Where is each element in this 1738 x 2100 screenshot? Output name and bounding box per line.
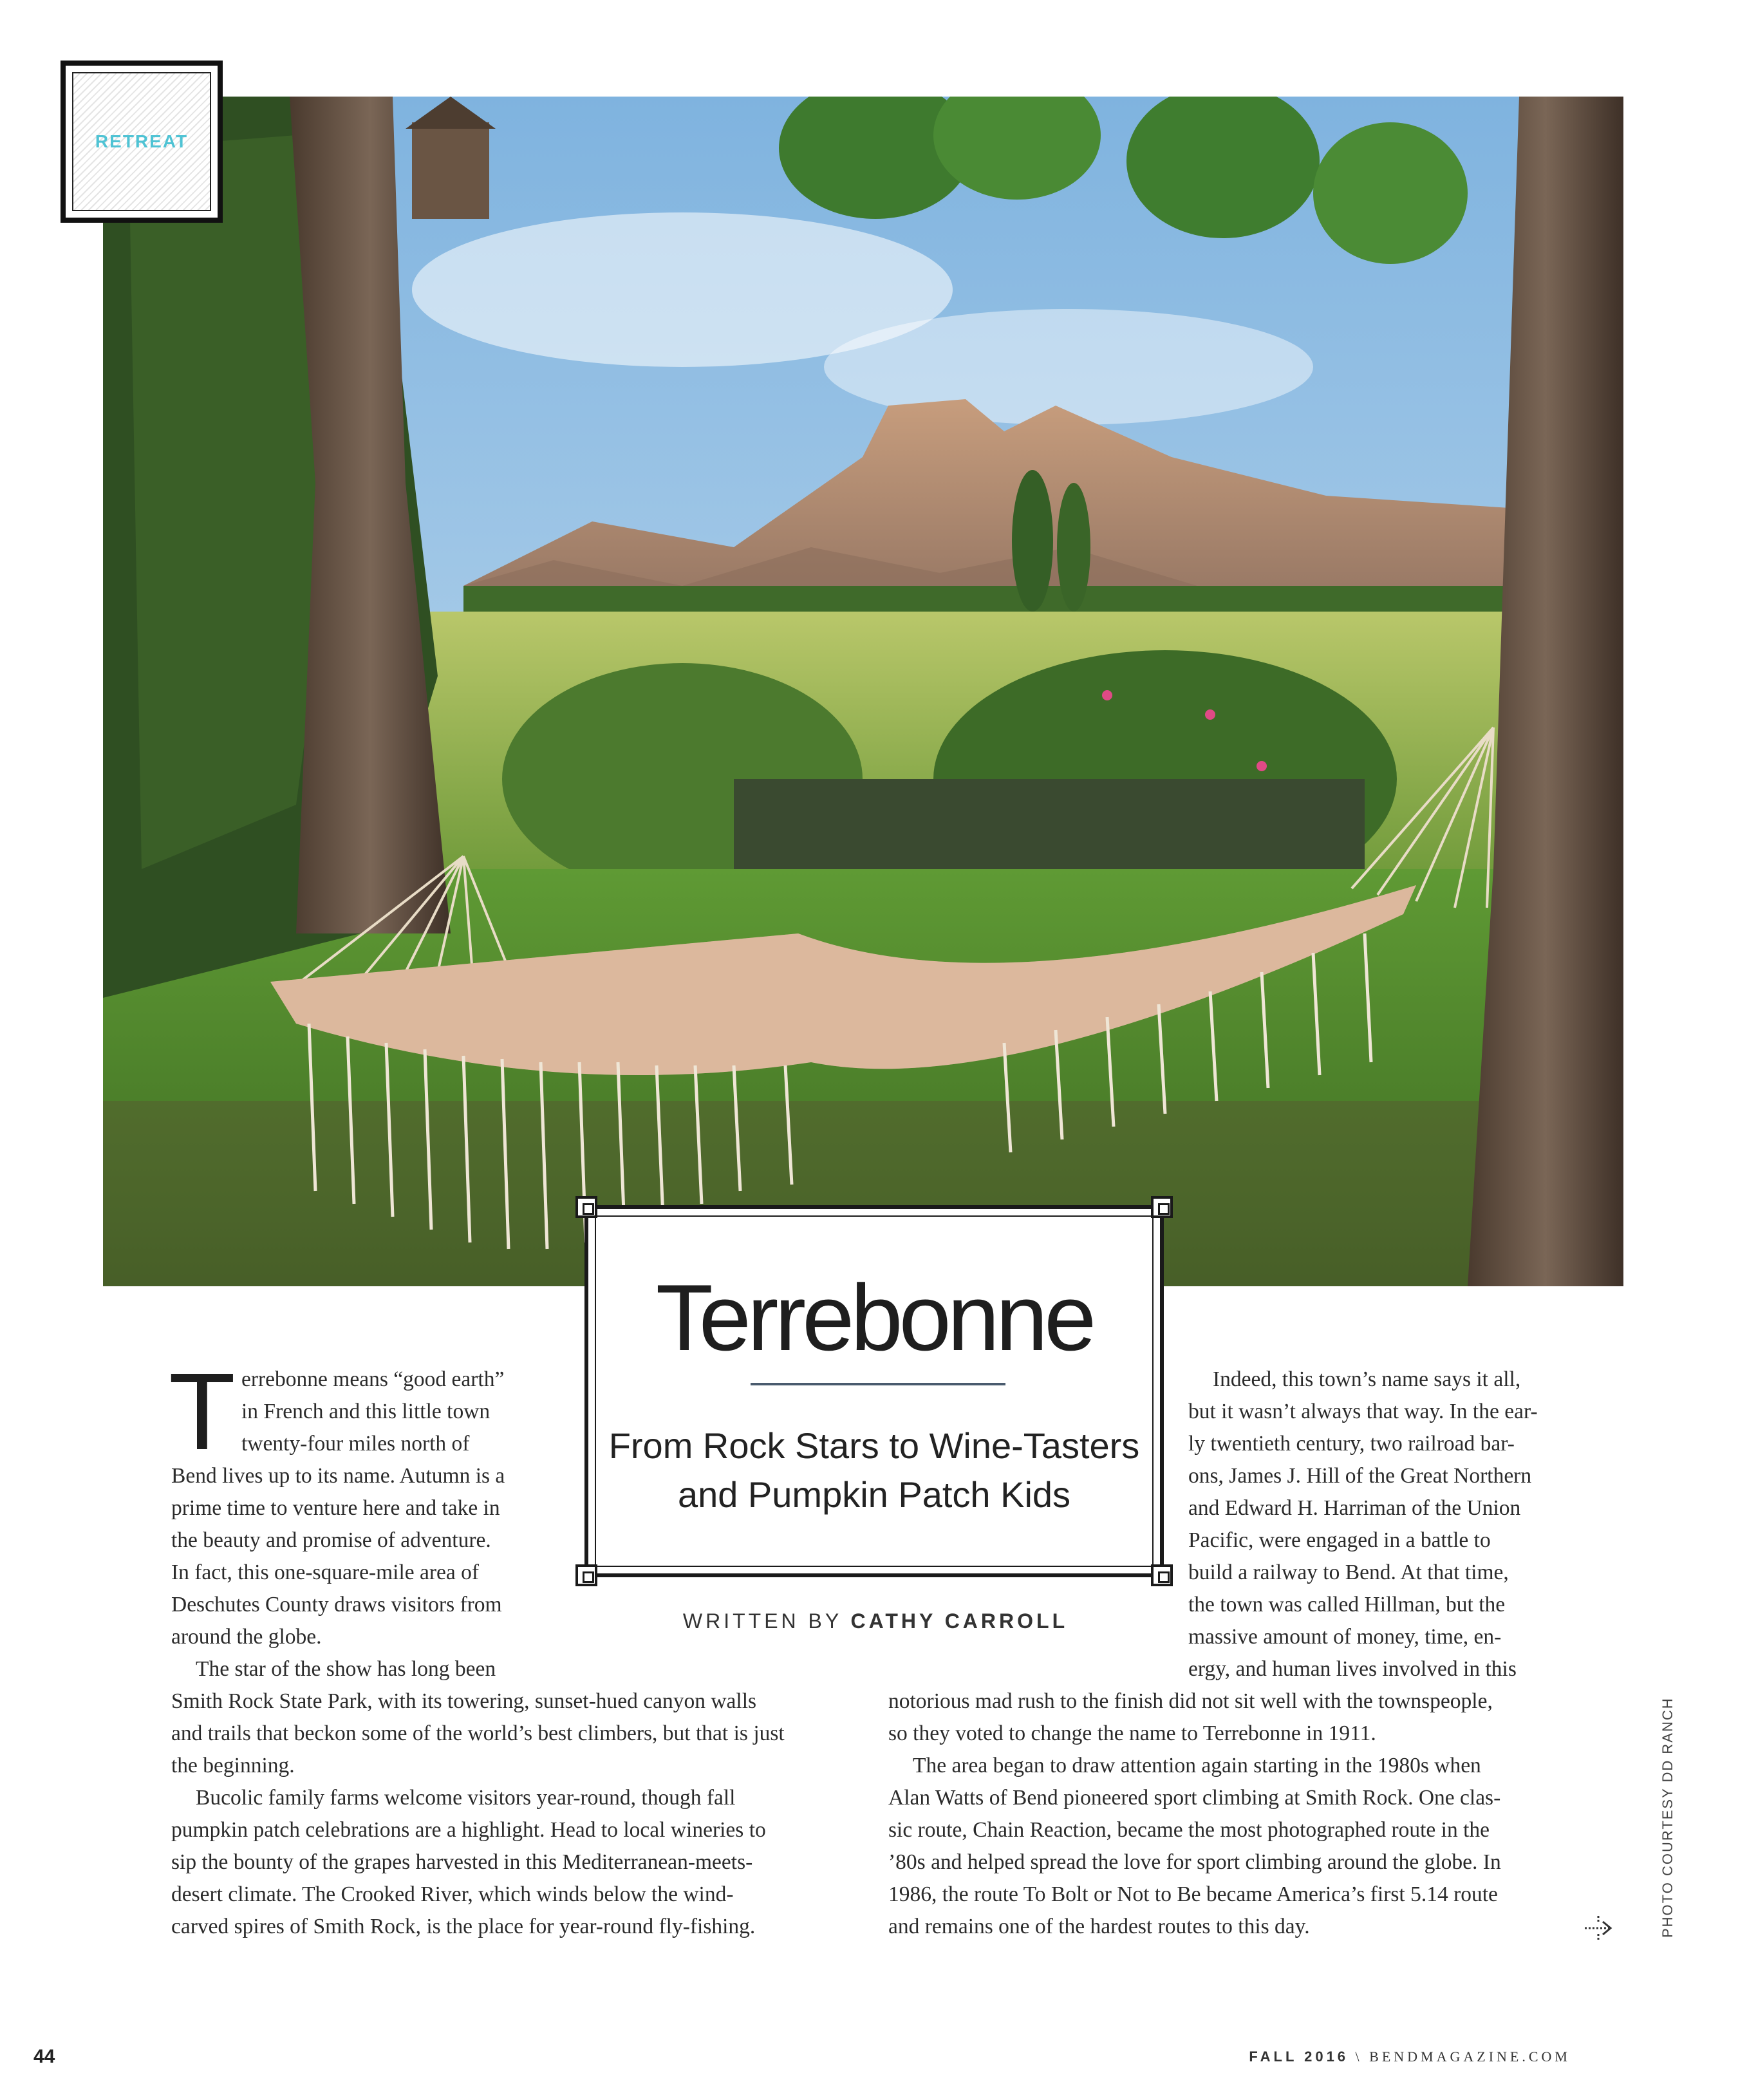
- body-line: In fact, this one-square-mile area of: [171, 1561, 480, 1584]
- byline: [644, 1609, 1107, 1633]
- body-line: notorious mad rush to the finish did not sit well with the townspeople,: [888, 1689, 1493, 1713]
- body-line: Alan Watts of Bend pioneered sport climbing at Smith Rock. One clas-: [888, 1786, 1501, 1810]
- body-line: Bend lives up to its name. Autumn is a: [171, 1464, 505, 1488]
- corner-ornament-icon: [575, 1564, 597, 1586]
- body-line: ons, James J. Hill of the Great Northern: [1188, 1464, 1532, 1488]
- body-line: ergy, and human lives involved in this: [1188, 1657, 1517, 1681]
- body-line: the town was called Hillman, but the: [1188, 1593, 1506, 1617]
- body-line: Pacific, were engaged in a battle to: [1188, 1528, 1491, 1552]
- body-line: The area began to draw attention again starting in the 1980s when: [913, 1754, 1481, 1777]
- body-line: ’80s and helped spread the love for sport climbing around the globe. In: [888, 1850, 1501, 1874]
- footer: [1223, 2048, 1571, 2065]
- body-line: the beginning.: [171, 1754, 295, 1777]
- body-line: errebonne means “good earth”: [241, 1367, 505, 1391]
- body-line: around the globe.: [171, 1625, 322, 1649]
- body-line: so they voted to change the name to Terrebonne in 1911.: [888, 1721, 1376, 1745]
- byline-author: CATHY CARROLL: [850, 1609, 1069, 1633]
- footer-separator: \: [1355, 2048, 1363, 2065]
- section-tag: [61, 61, 223, 223]
- body-line: pumpkin patch celebrations are a highlight. Head to local wineries to: [171, 1818, 766, 1842]
- body-line: twenty-four miles north of: [241, 1432, 470, 1456]
- body-line: and trails that beckon some of the world’s best climbers, but that is just: [171, 1721, 785, 1745]
- body-right-lower: [888, 1685, 1501, 1943]
- body-line: massive amount of money, time, en-: [1188, 1625, 1502, 1649]
- hero-photo: [103, 97, 1623, 1286]
- body-line: Smith Rock State Park, with its towering, sunset-hued canyon walls: [171, 1689, 757, 1713]
- body-right-upper: [1188, 1364, 1538, 1685]
- footer-season: FALL 2016: [1249, 2048, 1349, 2065]
- body-line: carved spires of Smith Rock, is the place for year-round fly-fishing.: [171, 1915, 756, 1938]
- end-mark-icon: [1584, 1913, 1613, 1943]
- corner-ornament-icon: [1151, 1196, 1173, 1218]
- body-line: and Edward H. Harriman of the Union: [1188, 1496, 1521, 1520]
- body-line: Bucolic family farms welcome visitors year-round, though fall: [196, 1786, 736, 1810]
- body-line: ly twentieth century, two railroad bar-: [1188, 1432, 1515, 1456]
- body-line: Indeed, this town’s name says it all,: [1213, 1367, 1521, 1391]
- drop-cap: T: [169, 1351, 236, 1473]
- body-line: sic route, Chain Reaction, became the most photographed route in the: [888, 1818, 1490, 1842]
- body-line: prime time to venture here and take in: [171, 1496, 500, 1520]
- subtitle-line: and Pumpkin Patch Kids: [677, 1474, 1071, 1515]
- section-tag-inner: [72, 72, 211, 211]
- body-left-lower: [171, 1685, 785, 1943]
- body-line: in French and this little town: [241, 1400, 491, 1423]
- footer-site: BENDMAGAZINE.COM: [1369, 2048, 1571, 2065]
- byline-prefix: WRITTEN BY: [682, 1609, 842, 1633]
- body-line: The star of the show has long been: [196, 1657, 496, 1681]
- body-left-dropcap-lines: [241, 1364, 504, 1460]
- hammock-landscape-photo-icon: [103, 97, 1623, 1286]
- body-line: but it wasn’t always that way. In the ear-: [1188, 1400, 1538, 1423]
- body-line: and remains one of the hardest routes to this day.: [888, 1915, 1310, 1938]
- photo-credit: PHOTO COURTESY DD RANCH: [1659, 1697, 1676, 1938]
- body-line: Deschutes County draws visitors from: [171, 1593, 502, 1617]
- body-line: desert climate. The Crooked River, which winds below the wind-: [171, 1882, 734, 1906]
- section-tag-label: RETREAT: [95, 131, 189, 151]
- subtitle-line: From Rock Stars to Wine-Tasters: [608, 1425, 1140, 1466]
- page-number: 44: [33, 2046, 55, 2067]
- body-line: build a railway to Bend. At that time,: [1188, 1561, 1509, 1584]
- body-line: sip the bounty of the grapes harvested in this Mediterranean-meets-: [171, 1850, 753, 1874]
- title-box: [584, 1205, 1164, 1577]
- title-divider: [751, 1383, 1005, 1385]
- body-line: 1986, the route To Bolt or Not to Be became America’s first 5.14 route: [888, 1882, 1498, 1906]
- corner-ornament-icon: [1151, 1564, 1173, 1586]
- article-title: Terrebonne: [655, 1265, 1093, 1370]
- article-subtitle: [601, 1421, 1147, 1519]
- body-left-upper: [171, 1460, 505, 1685]
- corner-ornament-icon: [575, 1196, 597, 1218]
- body-line: the beauty and promise of adventure.: [171, 1528, 491, 1552]
